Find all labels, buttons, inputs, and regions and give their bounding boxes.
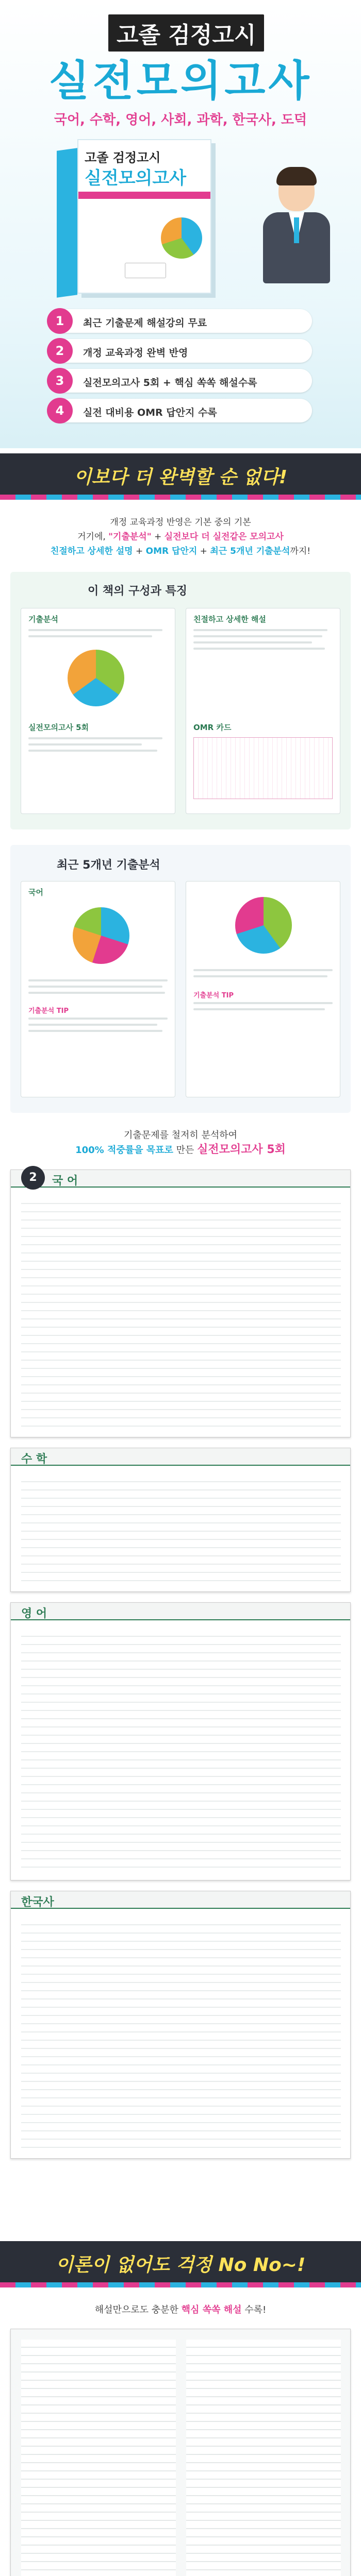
structure-panel-left <box>21 608 175 814</box>
book-cover-head: 고졸 검정고시 <box>85 150 161 165</box>
tagline-highlight: 100% 적중률을 목표로 <box>75 1145 173 1156</box>
presenter-illustration <box>258 170 335 283</box>
publisher-logo <box>125 263 166 278</box>
answer-pages <box>10 2329 351 2576</box>
intro-highlight: "기출분석" <box>108 532 152 542</box>
book-cover <box>77 139 211 294</box>
text-line <box>28 1018 168 1020</box>
tagline-text-fragment: 만든 <box>173 1145 198 1156</box>
text-line <box>28 992 165 994</box>
tip-label: 기출분석 TIP <box>193 992 234 999</box>
subject-name: 한국사 <box>21 1896 54 1909</box>
hero-section <box>0 0 361 448</box>
feature-number: 2 <box>47 338 73 364</box>
book-band <box>78 192 210 199</box>
question-text-area <box>21 1629 341 1871</box>
page-title: 실전모의고사 <box>48 57 313 106</box>
feature-item <box>49 399 312 422</box>
text-line <box>28 986 162 988</box>
exam-page-history <box>10 1891 351 2159</box>
feature-text: 개정 교육과정 완벽 반영 <box>83 347 188 359</box>
text-line <box>28 635 152 637</box>
exam-page-korean <box>10 1170 351 1437</box>
analysis-section <box>10 845 351 1113</box>
subject-pie <box>235 897 292 954</box>
feature-number: 4 <box>47 398 73 423</box>
intro-line-2 <box>0 530 361 544</box>
structure-left-head: 기출분석 <box>28 615 58 624</box>
feature-item <box>49 369 312 393</box>
book-spine <box>57 148 77 298</box>
intro-text-fragment: + <box>151 532 165 542</box>
round-number: 2 <box>21 1166 45 1190</box>
structure-right-head: 친절하고 상세한 해설 <box>193 615 266 624</box>
intro-highlight: 실전보다 더 실전같은 모의고사 <box>164 532 284 542</box>
tagline-highlight: 실전모의고사 5회 <box>197 1143 286 1156</box>
subject-name: 국 어 <box>52 1175 78 1188</box>
tip-label: 기출분석 TIP <box>28 1007 69 1015</box>
text-line <box>193 975 327 977</box>
text-line <box>28 629 162 631</box>
subjects-list: 국어, 수학, 영어, 사회, 과학, 한국사, 도덕 <box>54 112 307 128</box>
feature-item <box>49 339 312 363</box>
question-text-area <box>21 1917 341 2149</box>
feature-text: 최근 기출문제 해설강의 무료 <box>83 317 207 329</box>
banner-stripe <box>0 2282 361 2287</box>
answers-intro-text: 수록! <box>241 2304 267 2315</box>
answers-intro <box>0 2303 361 2317</box>
subject-bar <box>11 1891 350 1909</box>
tagline-line-2 <box>0 1143 361 1158</box>
banner-no-worries <box>0 2241 361 2282</box>
answers-intro-highlight: 핵심 쏙쏙 해설 <box>181 2304 242 2315</box>
subject-name: 영 어 <box>21 1607 47 1620</box>
text-line <box>193 1002 333 1004</box>
banner-text: 이보다 더 완벽할 순 없다! <box>73 467 288 488</box>
feature-text: 실전모의고사 5회 + 핵심 쏙쏙 해설수록 <box>83 377 257 388</box>
omr-card-graphic <box>193 737 333 799</box>
text-line <box>193 969 333 971</box>
analysis-title: 최근 5개년 기출분석 <box>57 859 160 872</box>
intro-text <box>0 515 361 558</box>
feature-text: 실전 대비용 OMR 답안지 수록 <box>83 407 217 418</box>
analysis-pie <box>68 650 124 706</box>
text-line <box>193 635 322 637</box>
text-line <box>28 743 142 745</box>
subject-pie <box>73 907 129 964</box>
feature-list <box>49 309 312 429</box>
banner-perfect <box>0 453 361 495</box>
intro-line-1: 개정 교육과정 반영은 기본 중의 기본 <box>110 517 251 528</box>
text-line <box>193 648 325 650</box>
analysis-panel-right <box>186 881 340 1097</box>
subject-bar <box>11 1448 350 1466</box>
answers-intro-text: 해설만으로도 충분한 <box>94 2304 182 2315</box>
structure-left-head-2: 실전모의고사 5회 <box>28 723 89 732</box>
exam-page-english <box>10 1602 351 1880</box>
question-text-area <box>21 1474 341 1582</box>
subject-bar <box>11 1170 350 1188</box>
structure-title: 이 책의 구성과 특징 <box>88 585 187 598</box>
tagline <box>0 1128 361 1158</box>
intro-text-fragment: + <box>197 546 210 556</box>
book-cover-title: 실전모의고사 <box>85 168 187 189</box>
feature-number: 1 <box>47 308 73 334</box>
structure-right-head-2: OMR 카드 <box>193 723 232 732</box>
banner-text: 이론이 없어도 걱정 No No~! <box>55 2255 306 2276</box>
analysis-panel-left <box>21 881 175 1097</box>
text-line <box>193 641 312 643</box>
tie-shape <box>294 217 299 243</box>
exam-page-math <box>10 1448 351 1592</box>
intro-text-fragment: + <box>133 546 146 556</box>
intro-text-fragment: 거기에, <box>77 532 109 542</box>
tagline-line-1: 기출문제를 철저히 분석하여 <box>123 1130 238 1141</box>
subject-name: 수 학 <box>21 1453 47 1466</box>
banner-stripe <box>0 495 361 500</box>
hair-shape <box>276 167 317 185</box>
subject-bar <box>11 1603 350 1620</box>
intro-highlight: 최근 5개년 기출분석 <box>210 546 290 556</box>
text-line <box>193 1008 325 1010</box>
analysis-subject: 국어 <box>28 888 43 897</box>
text-line <box>28 1030 162 1032</box>
text-line <box>28 979 168 981</box>
intro-highlight: OMR 답안지 <box>145 546 198 556</box>
feature-item <box>49 309 312 333</box>
book-pie-graphic <box>161 217 202 259</box>
text-line <box>193 629 327 631</box>
text-line <box>28 1024 157 1026</box>
structure-section <box>10 572 351 829</box>
text-line <box>28 737 162 739</box>
text-line <box>28 750 157 752</box>
answer-column-left <box>21 2340 176 2576</box>
intro-highlight: 친절하고 상세한 설명 <box>50 546 133 556</box>
intro-line-3 <box>0 544 361 558</box>
question-text-area <box>21 1196 341 1428</box>
feature-number: 3 <box>47 368 73 394</box>
intro-text-fragment: 까지! <box>290 546 311 556</box>
answer-column-right <box>186 2340 341 2576</box>
structure-panel-right <box>186 608 340 814</box>
exam-type-badge: 고졸 검정고시 <box>108 14 264 52</box>
